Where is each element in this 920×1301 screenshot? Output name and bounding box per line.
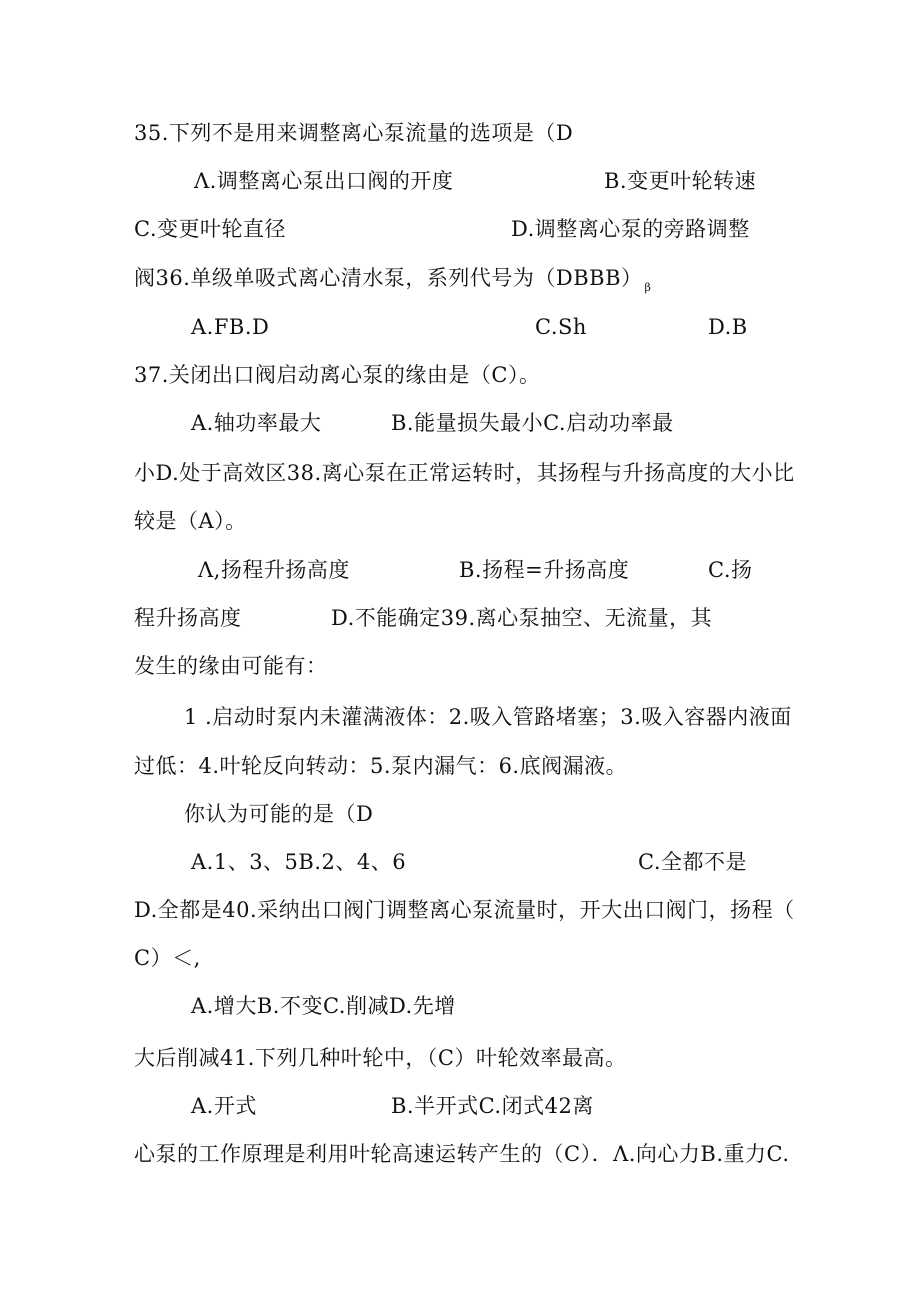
question-41-option-a: A.开式 <box>191 1094 257 1118</box>
beta-mark: β <box>644 281 652 294</box>
question-38-option-a: Λ,扬程升扬高度 <box>198 558 350 582</box>
question-42-stem: 心泵的工作原理是利用叶轮高速运转产生的（C）．Λ.向心力B.重力C. <box>134 1142 790 1166</box>
question-39-option-c: C.全都不是 <box>638 850 747 874</box>
question-38-option-c: C.扬 <box>708 558 753 582</box>
question-36-option-d: D.B <box>708 315 748 339</box>
question-36-stem <box>134 265 651 301</box>
question-36-option-ab: A.FB.D <box>191 315 270 339</box>
question-38-stem-line1: 小D.处于高效区38.离心泵在正常运转时，其扬程与升扬高度的大小比 <box>134 461 795 485</box>
question-36-option-c: C.Sh <box>535 315 587 339</box>
question-35-option-d: D.调整离心泵的旁路调整 <box>511 217 750 241</box>
question-39-option-ab: A.1、3、5B.2、4、6 <box>191 850 407 874</box>
question-39-list-line1: 1 .启动时泵内未灌满液体：2.吸入管路堵塞；3.吸入容器内液面 <box>184 705 792 729</box>
question-39-stem: 发生的缘由可能有： <box>134 654 328 678</box>
question-41-stem: 大后削减41.下列几种叶轮中，（C）叶轮效率最高。 <box>134 1046 627 1070</box>
question-41-option-bc: B.半开式C.闭式42离 <box>391 1094 594 1118</box>
question-36-text: 阀36.单级单吸式离心清水泵，系列代号为（DBBB） <box>134 266 643 290</box>
question-38-option-b: B.扬程=升扬高度 <box>459 558 630 582</box>
question-38-stem-line2: 较是（A）。 <box>134 509 247 533</box>
question-37-option-bc: B.能量损失最小C.启动功率最 <box>391 411 674 435</box>
question-39-list-line2: 过低：4.叶轮反向转动：5.泵内漏气：6.底阀漏液。 <box>134 754 628 778</box>
question-38-option-c-cont: 程升扬高度 <box>134 606 242 630</box>
question-39-prompt: 你认为可能的是（D <box>184 802 374 826</box>
question-40-stem-line1: D.全都是40.采纳出口阀门调整离心泵流量时，开大出口阀门，扬程（ <box>134 898 795 922</box>
question-35-option-c: C.变更叶轮直径 <box>134 217 286 241</box>
question-37-option-a: A.轴功率最大 <box>191 411 322 435</box>
question-40-stem-line2: C）＜, <box>134 946 201 970</box>
question-35-stem: 35.下列不是用来调整离心泵流量的选项是（D <box>134 121 574 145</box>
question-40-options: A.增大B.不变C.削减D.先增 <box>191 994 456 1018</box>
question-35-option-b: B.变更叶轮转速 <box>604 169 757 193</box>
question-38-option-d-q39: D.不能确定39.离心泵抽空、无流量，其 <box>331 606 713 630</box>
question-37-stem: 37.关闭出口阀启动离心泵的缘由是（C）。 <box>134 363 541 387</box>
question-35-option-a: Λ.调整离心泵出口阀的开度 <box>194 169 454 193</box>
